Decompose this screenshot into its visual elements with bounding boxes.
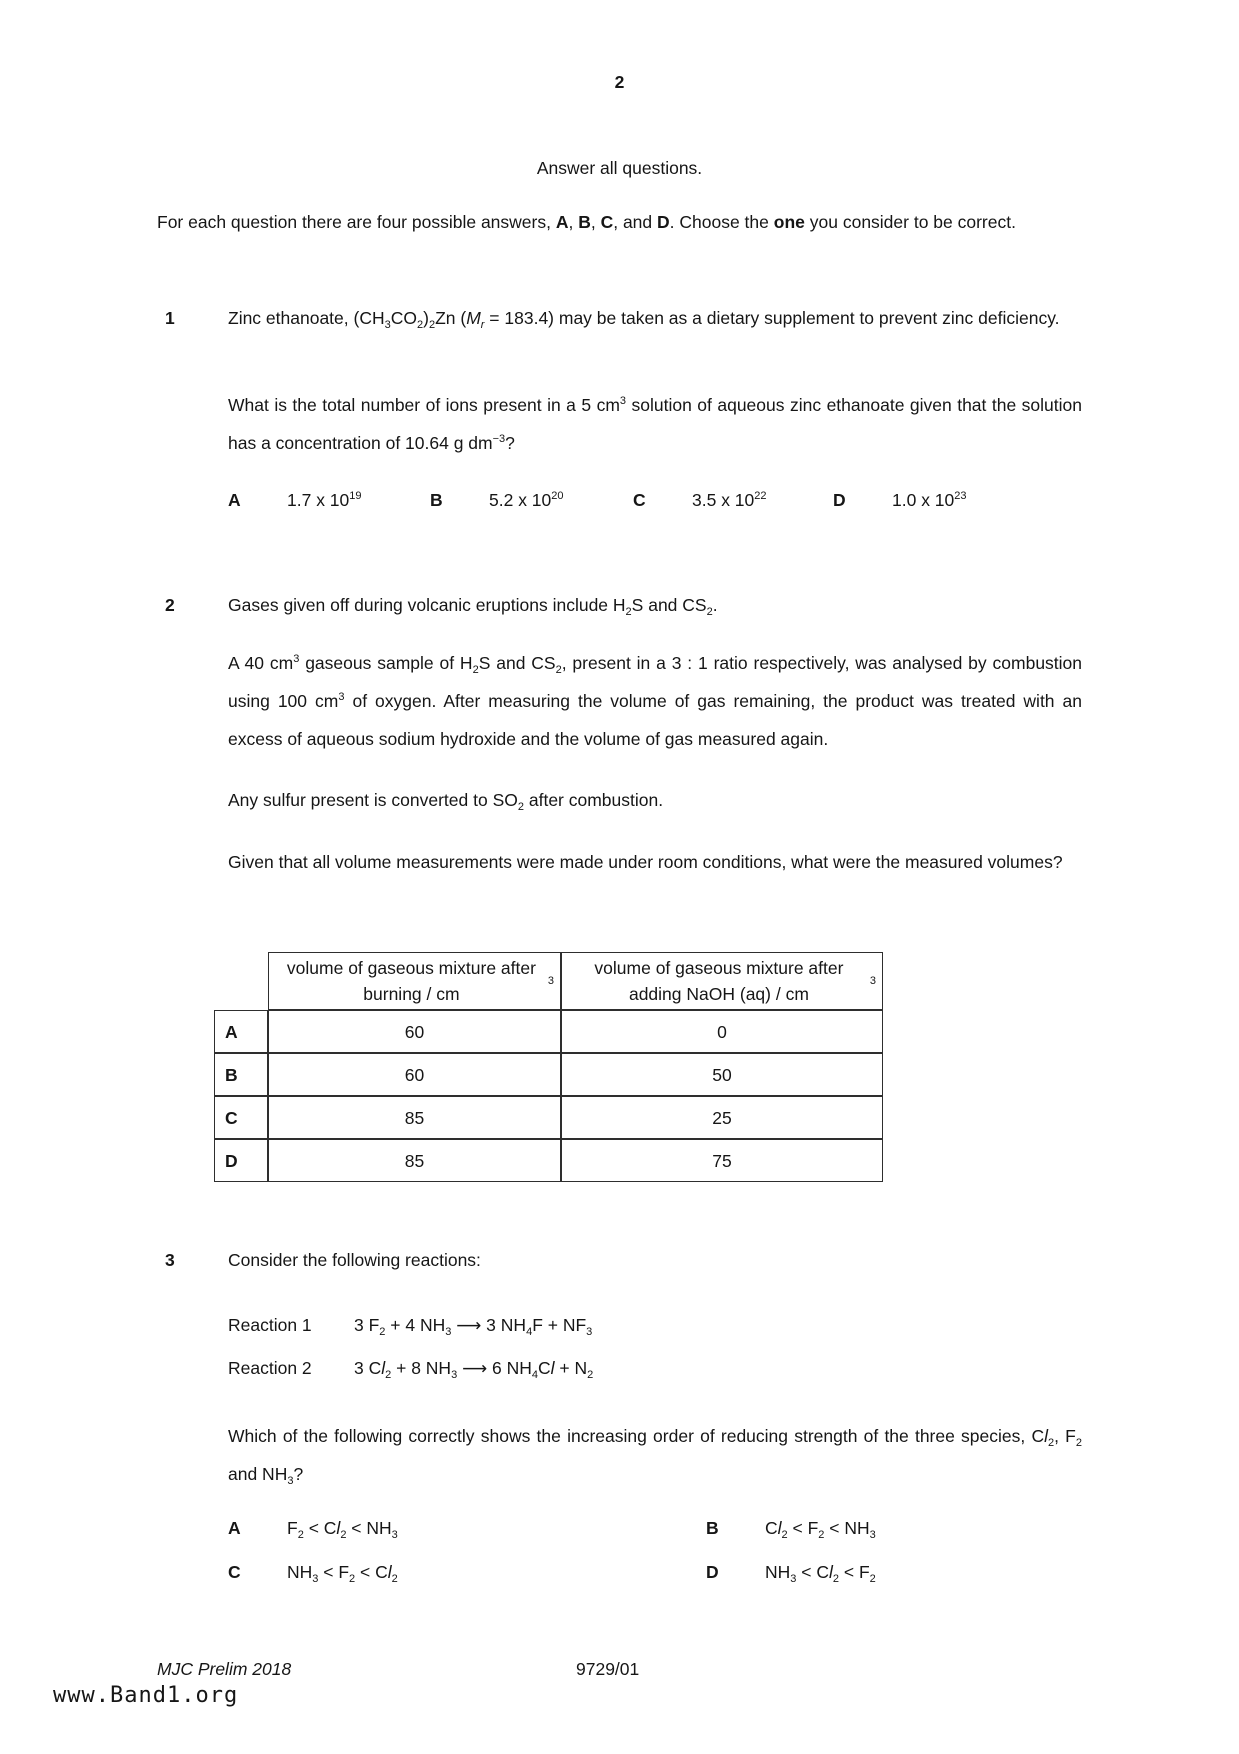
option-b [706, 1509, 1108, 1553]
option-c [228, 1553, 706, 1597]
reaction-2-label: Reaction 2 [228, 1358, 312, 1378]
question-1-text: Zinc ethanoate, $(CH_3CO_2)_2Zn$ $(M_r = 183.4)$ may be taken as a dietary supplement to prevent zinc deficiency. [228, 308, 1060, 331]
option-d-label: D [833, 490, 846, 510]
option-b [430, 481, 633, 519]
table-row-b-v1: 60 [268, 1053, 561, 1096]
option-a [228, 1509, 706, 1553]
reaction-1 [228, 1306, 1082, 1349]
table-row-a-v2: 0 [561, 1010, 883, 1053]
table-header-col1: volume of gaseous mixture after burning / cm 3 [268, 952, 561, 1010]
option-c-label: C [633, 490, 646, 510]
option-b-label: B [706, 1518, 719, 1538]
option-a-label: A [228, 490, 241, 510]
table-row-b-v2: 50 [561, 1053, 883, 1096]
table-row-c-v1: 85 [268, 1096, 561, 1139]
option-a [228, 481, 430, 519]
table-row-d-v1: 85 [268, 1139, 561, 1182]
table-row-c-label: C [214, 1096, 268, 1139]
option-b-label: B [430, 490, 443, 510]
table-row-d-label: D [214, 1139, 268, 1182]
reaction-2 [228, 1349, 1082, 1392]
intro-paragraph: For each question there are four possible answers, A, B, C, and D. Choose the one you consider to be correct. [157, 212, 1016, 232]
option-d [706, 1553, 1108, 1597]
option-d-value: $NH_3 < Cl_2 < F_2$ [765, 1562, 876, 1585]
option-c-value: $NH_3 < F_2 < Cl_2$ [287, 1562, 398, 1585]
question-3-number: 3 [165, 1250, 175, 1270]
answers-table [214, 952, 883, 1182]
option-c [633, 481, 833, 519]
table-row-d-v2: 75 [561, 1139, 883, 1182]
table-row-a-v1: 60 [268, 1010, 561, 1053]
question-3-options [228, 1509, 1108, 1597]
question-2-prompt: Given that all volume measurements were made under room conditions, what were the measured volumes? [228, 852, 1063, 872]
option-b-value: $Cl_2 < F_2 < NH_3$ [765, 1518, 876, 1541]
question-3-prompt: Which of the following correctly shows the increasing order of reducing strength of the three species, $Cl_2$, $F_2$ and $NH_3$? [228, 1426, 1082, 1487]
option-d-value: 1.0 x $10^{23}$ [892, 490, 967, 510]
option-a-value: $F_2 < Cl_2 < NH_3$ [287, 1518, 398, 1541]
option-d-label: D [706, 1562, 719, 1582]
reaction-2-equation: 3 $Cl_2 + 8$ $NH_3$ ⟶ 6 $NH_4Cl + N_2$ [354, 1358, 594, 1381]
table-row-b-label: B [214, 1053, 268, 1096]
option-c-label: C [228, 1562, 241, 1582]
question-2-paragraph: A 40 $cm^3$ gaseous sample of $H_2S$ and $CS_2$, present in a 3 : 1 ratio respectively, was analysed by combustion using 100 $cm^3$ of oxygen. After measuring the volume of gas remaining, the product was treated with an excess of aqueous sodium hydroxide and the volume of gas measured again. [228, 653, 1083, 749]
question-1-options [228, 481, 1108, 519]
footer-paper-code: 9729/01 [576, 1659, 640, 1679]
option-a-label: A [228, 1518, 241, 1538]
reaction-1-equation: 3 $F_2 + 4$ $NH_3$ ⟶ 3 $NH_4F + NF_3$ [354, 1315, 593, 1338]
reaction-1-label: Reaction 1 [228, 1315, 312, 1335]
page-number: 2 [614, 72, 625, 92]
table-corner-blank [214, 952, 268, 1010]
table-row-c-v2: 25 [561, 1096, 883, 1139]
option-b-value: 5.2 x $10^{20}$ [489, 490, 564, 510]
question-2-note: Any sulfur present is converted to $SO_2$ after combustion. [228, 790, 664, 813]
section-heading: Answer all questions. [536, 158, 703, 178]
question-2-number: 2 [165, 595, 175, 615]
watermark-url: www.Band1.org [53, 1683, 239, 1708]
reaction-list [228, 1306, 1082, 1392]
question-1-prompt: What is the total number of ions present in a 5 $cm^3$ solution of aqueous zinc ethanoate given that the solution has a concentration of 10.64 g $dm^{-3}$? [228, 395, 1082, 453]
option-a-value: 1.7 x $10^{19}$ [287, 490, 362, 510]
table-header-col2: volume of gaseous mixture after adding NaOH (aq) / cm 3 [561, 952, 883, 1010]
table-row-a-label: A [214, 1010, 268, 1053]
footer-paper-title: MJC Prelim 2018 [157, 1659, 292, 1679]
option-c-value: 3.5 x $10^{22}$ [692, 490, 767, 510]
question-2-text: Gases given off during volcanic eruptions include $H_2S$ and $CS_2$. [228, 595, 718, 618]
question-1-number: 1 [165, 308, 175, 328]
option-d [833, 481, 967, 519]
question-3-text: Consider the following reactions: [228, 1250, 481, 1270]
